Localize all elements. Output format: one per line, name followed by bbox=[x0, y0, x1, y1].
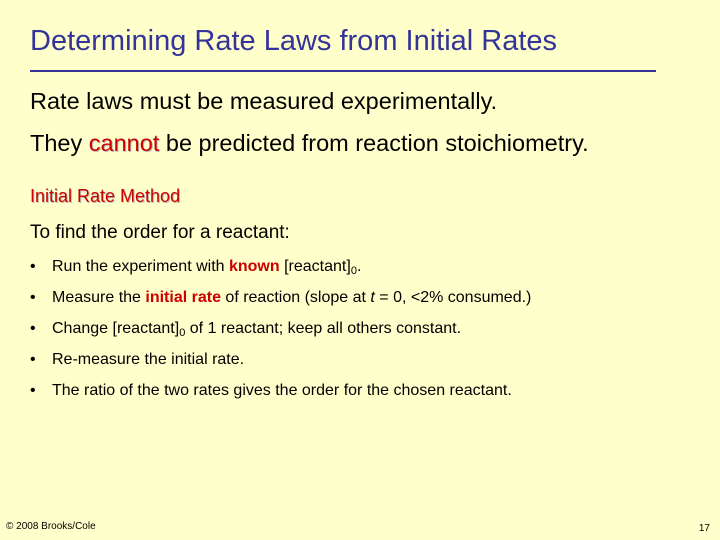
bullet-text-pre: Run the experiment with bbox=[52, 258, 229, 275]
emphasis-cannot: cannot bbox=[88, 130, 160, 156]
bullet-list bbox=[30, 255, 531, 410]
copyright-footer: © 2008 Brooks/Cole bbox=[6, 521, 96, 532]
statement-line-2 bbox=[30, 130, 589, 157]
emphasis-initial-rate: initial rate bbox=[145, 289, 221, 306]
intro-text: To find the order for a reactant: bbox=[30, 222, 290, 243]
bullet-text-post: [reactant] bbox=[279, 258, 351, 275]
bullet-text-pre: Measure the bbox=[52, 289, 146, 306]
bullet-text: Re-measure the initial rate. bbox=[52, 351, 245, 368]
section-heading: Initial Rate Method bbox=[30, 186, 181, 206]
bullet-glyph: • bbox=[30, 289, 36, 306]
bullet-item bbox=[30, 348, 531, 379]
bullet-text-tail: . bbox=[356, 258, 362, 275]
emphasis-known: known bbox=[228, 258, 280, 275]
subscript-zero: 0 bbox=[350, 265, 357, 277]
statement-line-2-post: be predicted from reaction stoichiometry. bbox=[159, 130, 589, 156]
bullet-glyph: • bbox=[30, 382, 36, 399]
bullet-text-post: of 1 reactant; keep all others constant. bbox=[185, 320, 462, 337]
bullet-text-post: of reaction (slope at bbox=[220, 289, 371, 306]
bullet-glyph: • bbox=[30, 320, 36, 337]
slide-title: Determining Rate Laws from Initial Rates bbox=[30, 25, 558, 57]
bullet-text: The ratio of the two rates gives the order for the chosen reactant. bbox=[52, 382, 512, 399]
bullet-item bbox=[30, 255, 531, 286]
italic-variable-t: t bbox=[370, 289, 375, 306]
bullet-item bbox=[30, 379, 531, 410]
bullet-glyph: • bbox=[30, 351, 36, 368]
subscript-zero: 0 bbox=[179, 327, 186, 339]
statement-line-1: Rate laws must be measured experimentally. bbox=[30, 88, 498, 114]
bullet-text-pre: Change [reactant] bbox=[52, 320, 180, 337]
statement-line-2-pre: They bbox=[30, 130, 89, 156]
bullet-text-tail: = 0, <2% consumed.) bbox=[374, 289, 532, 306]
page-number: 17 bbox=[698, 523, 710, 534]
bullet-item bbox=[30, 317, 531, 348]
title-underline bbox=[30, 70, 656, 72]
bullet-item bbox=[30, 286, 531, 317]
bullet-glyph: • bbox=[30, 258, 36, 275]
